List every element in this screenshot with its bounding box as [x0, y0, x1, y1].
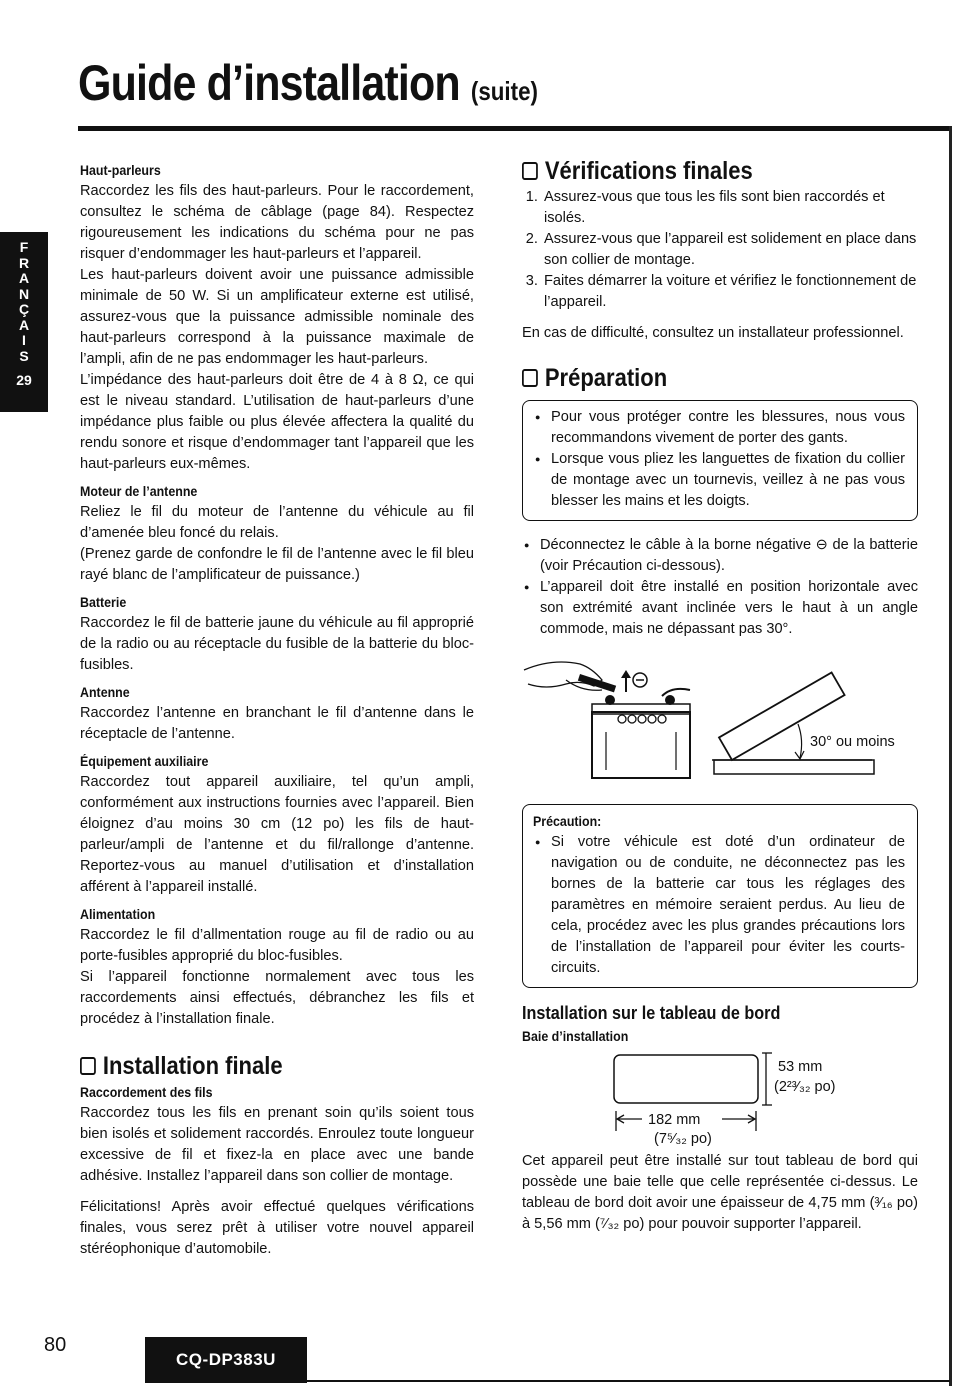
- warning-box: [522, 400, 918, 521]
- list-item: ● Lorsque vous pliez les languettes de fixation du collier de montage avec un tournevis, veillez à ne pas vous blesser les mains et les doigts.: [533, 449, 905, 512]
- title-suffix: (suite): [470, 76, 538, 106]
- paragraph: En cas de difficulté, consultez un installateur professionnel.: [522, 325, 904, 341]
- paragraph: Les haut-parleurs doivent avoir une puissance admissible minimale de 50 W. Si un amplificateur externe est utilisé, assurez-vous que la puissance admissible nominale des haut-parleurs correspond à la puissance maximale de l’ampli, afin de ne pas endommager les haut-parleurs.: [80, 267, 474, 367]
- language-tab: [0, 232, 48, 412]
- section-title: Vérifications finales: [522, 155, 870, 187]
- checkbox-square-icon: [522, 369, 538, 387]
- height-in-label: (2²³⁄₃₂ po): [774, 1079, 836, 1095]
- section-title: Préparation: [522, 362, 870, 394]
- model-badge: CQ-DP383U: [145, 1337, 307, 1383]
- right-column: [522, 155, 918, 1235]
- section-heading: Équipement auxiliaire: [80, 754, 209, 769]
- battery-angle-illustration: [522, 640, 918, 800]
- section-page-number: 29: [16, 372, 32, 388]
- page-number: 80: [44, 1334, 67, 1356]
- paragraph: L’impédance des haut-parleurs doit être de 4 à 8 Ω, ce qui est le niveau standard. L’utilisation de haut-parleurs d’une impédance plus faible ou plus élevée affectera la qualité du rendu sonore et risque d’endommager tant l’appareil que les haut-parleurs eux-mêmes.: [80, 372, 474, 472]
- section-heading: Antenne: [80, 685, 130, 700]
- section-title: Installation sur le tableau de bord: [522, 1003, 781, 1023]
- checkbox-square-icon: [80, 1057, 96, 1075]
- paragraph: Raccordez tous les fils en prenant soin qu’ils soient tous bien isolés et solidement raccordés. Enroulez toute longueur excessive de fil et fixez-la en place avec une bande adhésive. Installez l’appareil dans son collier de montage.: [80, 1105, 474, 1184]
- left-column: [80, 160, 474, 1260]
- paragraph: Raccordez le fil d’allmentation rouge au fil de radio ou au porte-fusibles approprié du bloc-fusibles.: [80, 927, 474, 964]
- paragraph: Cet appareil peut être installé sur tout tableau de bord qui possède une baie telle que celle représentée ci-dessus. Le tableau de bord doit avoir une épaisseur de 4,75 mm (³⁄₁₆ po) à 5,56 mm (⁷⁄₃₂ po) pour pouvoir supporter l’appareil.: [522, 1153, 918, 1232]
- paragraph: Reliez le fil du moteur de l’antenne du véhicule au fil d’amenée bleu foncé du relais.: [80, 504, 474, 541]
- section-heading: Alimentation: [80, 907, 156, 922]
- section-heading: Haut-parleurs: [80, 163, 161, 178]
- list-item: 1. Assurez-vous que tous les fils sont bien raccordés et isolés.: [542, 187, 918, 229]
- section-heading: Batterie: [80, 595, 127, 610]
- section-heading: Raccordement des fils: [80, 1085, 213, 1100]
- paragraph: Raccordez le fil de batterie jaune du véhicule au fil approprié de la radio ou au réceptacle du fusible de la batterie du bloc-fusibles.: [80, 615, 474, 673]
- width-in-label: (7⁵⁄₃₂ po): [654, 1131, 712, 1147]
- height-mm-label: 53 mm: [778, 1059, 823, 1075]
- footer-rule: [145, 1380, 950, 1382]
- width-mm-label: 182 mm: [648, 1112, 701, 1128]
- checkbox-square-icon: [522, 162, 538, 180]
- list-item: 2. Assurez-vous que l’appareil est solidement en place dans son collier de montage.: [542, 229, 918, 271]
- section-heading: Moteur de l’antenne: [80, 484, 198, 499]
- list-item: ● L’appareil doit être installé en position horizontale avec son extrémité avant inclinée vers le haut à un angle commode, mais ne dépassant pas 30°.: [522, 577, 918, 640]
- section-title: Installation finale: [80, 1050, 427, 1082]
- paragraph: Félicitations! Après avoir effectué quelques vérifications finales, vous serez prêt à utiliser votre nouvel appareil stéréophonique d’automobile.: [80, 1199, 474, 1257]
- paragraph: (Prenez garde de confondre le fil de l’antenne avec le fil bleu rayé blanc de l’amplificateur de puissance.): [80, 546, 474, 583]
- paragraph: Raccordez l’antenne en branchant le fil d’antenne dans le réceptacle de l’antenne.: [80, 705, 474, 742]
- paragraph: Raccordez les fils des haut-parleurs. Pour le raccordement, consultez le schéma de câblage (page 84). Respectez rigoureusement les indications du schéma pour ne pas risquer d’endommager les haut-parleurs et l’appareil.: [80, 183, 474, 262]
- list-item: ● Si votre véhicule est doté d’un ordinateur de navigation ou de conduite, ne déconnectez pas les bornes de la batterie car tous les réglages des paramètres en mémoire seraient perdus. Au lieu de cela, procédez avec les plus grandes précautions lors de l’installation de l’appareil pour éviter les courts-circuits.: [533, 832, 905, 979]
- precaution-box: [522, 804, 918, 988]
- preparation-list: [522, 535, 918, 640]
- precaution-heading: Précaution:: [533, 814, 602, 829]
- angle-label: 30° ou moins: [810, 734, 895, 750]
- page-title: Guide d’installation (suite): [78, 55, 538, 111]
- title-rule: [78, 126, 950, 131]
- mounting-opening-diagram: [522, 1047, 918, 1147]
- paragraph: Raccordez tout appareil auxiliaire, tel qu’un ampli, conformément aux instructions fournies avec l’appareil. Bien éloignez d’au moins 30 cm (12 po) les fils de haut-parleur/ampli de l’antenne et du fil/rallonge d’antenne. Reportez-vous au manuel d’utilisation et d’installation afférent à l’appareil installé.: [80, 774, 474, 895]
- list-item: 3. Faites démarrer la voiture et vérifiez le fonctionnement de l’appareil.: [542, 271, 918, 313]
- language-letters: F R A N Ç A I S: [18, 239, 30, 364]
- section-heading: Baie d’installation: [522, 1029, 629, 1044]
- paragraph: Si l’appareil fonctionne normalement avec tous les raccordements ainsi effectués, débranchez les fils et procédez à l’installation finale.: [80, 969, 474, 1027]
- list-item: ● Déconnectez le câble à la borne négative ⊖ de la batterie (voir Précaution ci-dessous).: [522, 535, 918, 577]
- page-edge: [949, 126, 952, 1386]
- verification-list: [522, 187, 918, 313]
- list-item: ● Pour vous protéger contre les blessures, nous vous recommandons vivement de porter des gants.: [533, 407, 905, 449]
